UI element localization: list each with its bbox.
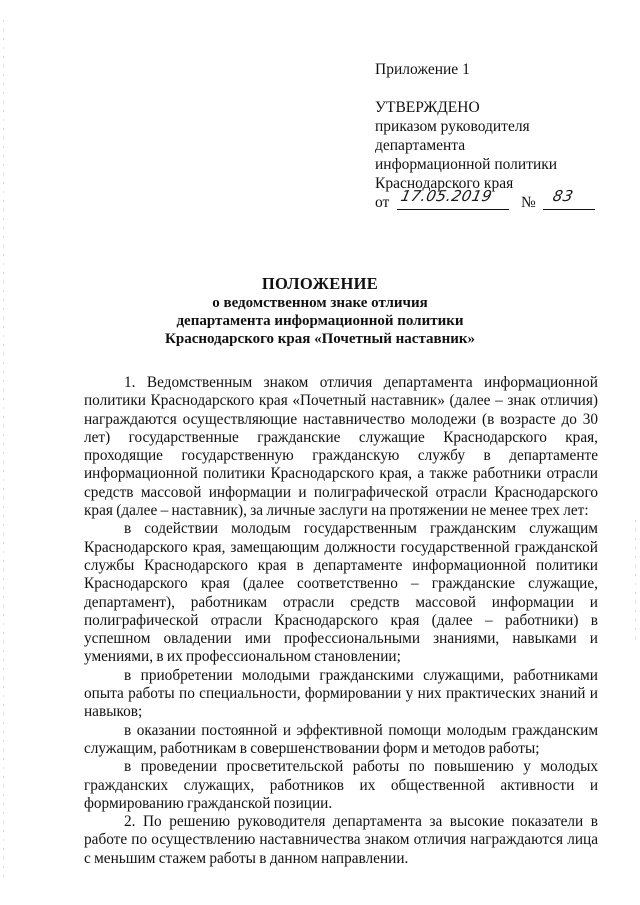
paragraph: в оказании постоянной и эффективной помощи молодым гражданским служащим, работникам в совершенствовании форм и методов работы; [84,721,598,757]
number-underline [543,209,595,210]
approval-line: департамента [375,137,466,154]
appendix-label: Приложение 1 [375,61,470,78]
number-label: № [521,194,536,211]
document-subtitle-line: департамента информационной политики [176,313,464,329]
document-subtitle-line: Краснодарского края «Почетный наставник» [164,331,476,347]
approval-line: информационной политики [375,156,558,173]
handwritten-date: 17.05.2019 [399,187,494,205]
handwritten-number: 83 [551,187,576,205]
approval-block [375,60,625,215]
approval-line: Краснодарского края [375,175,514,192]
paragraph: в проведении просветительской работы по повышению у молодых гражданских служащих, работников их общественной активности и формированию гражданской позиции. [84,758,598,812]
scan-edge-artifact [3,20,4,880]
paragraph: в содействии молодым государственным гражданским служащим Краснодарского края, замещающим должности государственной гражданской службы Краснодарского края в департаменте информационной политики Краснодарского края (далее соответственно – гражданские служащие, департамент), работникам отрасли средств массовой информации и полиграфической отрасли Краснодарского края (далее – работники) в успешном овладении ими профессиональными знаниями, навыками и умениями, в их профессиональном становлении; [84,520,598,666]
order-date-number-row [375,187,625,215]
paragraph: в приобретении молодыми гражданскими служащими, работниками опыта работы по специальности, формировании у них практических знаний и навыков; [84,666,598,721]
scan-edge-artifact-right [635,520,636,640]
document-body [84,374,598,868]
document-title: ПОЛОЖЕНИЕ [261,274,379,293]
document-title-block [60,274,580,348]
paragraph: 1. Ведомственным знаком отличия департамента информационной политики Краснодарского края «Почетный наставник» (далее – знак отличия) награждаются осуществляющие наставничество молодежи (в возрасте до 30 лет) государственные гражданские служащие Краснодарского края, проходящие государственную гражданскую службу в департаменте информационной политики Краснодарского края, а также работники отрасли средств массовой информации и полиграфической отрасли Краснодарского края (далее – наставник), за личные заслуги на протяжении не менее трех лет: [84,374,598,520]
document-subtitle-line: о ведомственном знаке отличия [212,295,428,311]
paragraph: 2. По решению руководителя департамента за высокие показатели в работе по осуществлению наставничества знаком отличия награждаются лица с меньшим стажем работы в данном направлении. [84,813,598,867]
approval-line: приказом руководителя [375,118,530,135]
approved-stamp-text: УТВЕРЖДЕНО [375,99,480,116]
date-label: от [375,194,390,211]
date-underline [397,209,509,210]
